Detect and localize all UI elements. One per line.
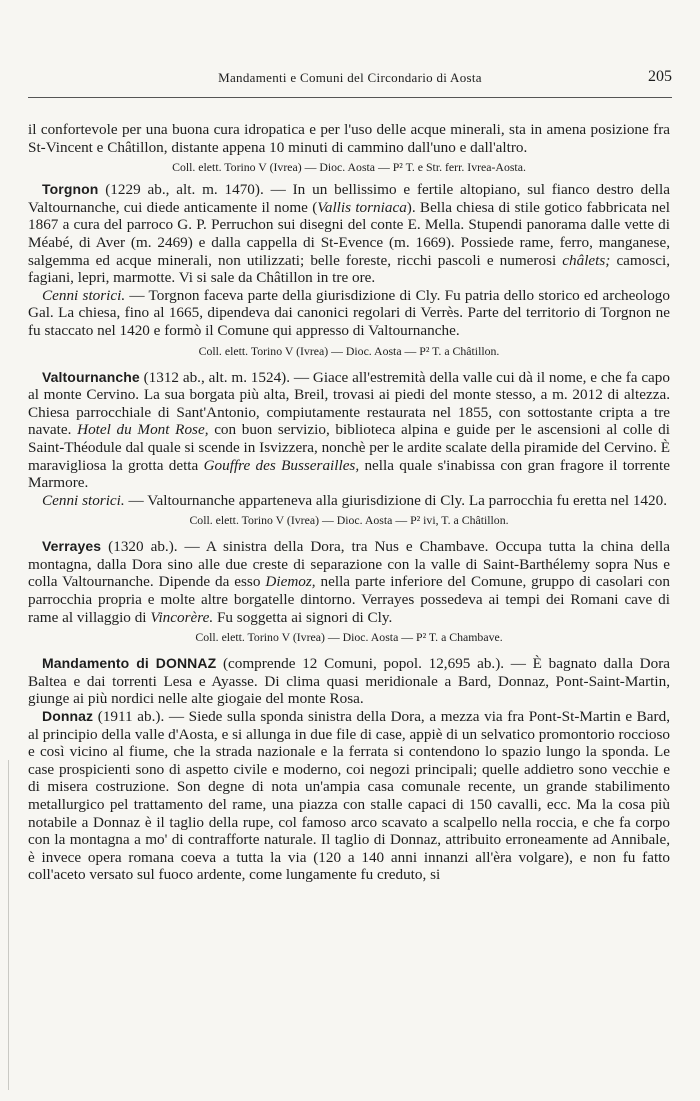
- running-title: Mandamenti e Comuni del Circondario di Aosta: [218, 70, 482, 85]
- margin-line: [8, 760, 9, 1090]
- entry-valtournanche: Valtournanche (1312 ab., alt. m. 1524). — Giace all'estremità della valle cui dà il nome, e che fa capo al monte Cervino. La sua borgata più alta, Breil, trovasi ai piedi del monte stesso, a m. 2012 di altezza. Chiesa parrocchiale di Sant'Antonio, compiutamente restaurata nel 1855, con sottostante cripta a tre navate. Hotel du Mont Rose, con buon servizio, biblioteca alpina e guide per le ascensioni al colle di Saint-Théodule dal quale si scende in Isvizzera, nonchè per le ardite scalate della piramide del Cervino. È maravigliosa la grotta detta Gouffre des Busserailles, nella quale s'inabissa con gran fragore il torrente Marmore.: [28, 368, 670, 492]
- entry-torgnon: Torgnon (1229 ab., alt. m. 1470). — In un bellissimo e fertile altopiano, sul fianco destro della Valtournanche, cui diede anticamente il nome (Vallis torniaca). Bella chiesa di stile gotico fabbricata nel 1867 a cura del parroco G. P. Perruchon sui disegni del conte E. Mella. Stupendi panorama dalle vette di Méabé, di Aver (m. 2469) e dalla cappella di St-Evence (m. 1669). Possiede rame, ferro, manganese, salgemma ed acque minerali, non utilizzati; belle foreste, ricchi pascoli e numerosi châlets; camosci, fagiani, lepri, marmotte. Vi si sale da Châtillon in tre ore.: [28, 181, 670, 287]
- entry-name: Torgnon: [42, 181, 99, 198]
- entry-name: Valtournanche: [42, 368, 140, 385]
- cenni-storici: Cenni storici.: [42, 286, 126, 304]
- entry-name: Verrayes: [42, 538, 102, 555]
- page-body: [28, 121, 670, 884]
- electoral-note: Coll. elett. Torino V (Ivrea) — Dioc. Aosta — P² ivi, T. a Châtillon.: [189, 513, 509, 528]
- electoral-note: Coll. elett. Torino V (Ivrea) — Dioc. Aosta — P² T. a Châtillon.: [198, 343, 500, 358]
- entry-name: Mandamento di DONNAZ: [42, 655, 217, 672]
- cenni-storici: Cenni storici.: [42, 491, 125, 509]
- page-header: [28, 70, 672, 92]
- entry-mandamento-donnaz: Mandamento di DONNAZ (comprende 12 Comuni, popol. 12,695 ab.). — È bagnato dalla Dora Baltea e dai torrenti Lesa e Ayasse. Di clima quasi meridionale a Bard, Donnaz, Pont-Saint-Martin, giunge ai più nordici nelle alte giogaie del monte Rosa.: [28, 655, 671, 708]
- entry-donnaz: Donnaz (1911 ab.). — Siede sulla sponda sinistra della Dora, a mezza via fra Pont-St-Martin e Bard, al principio della valle d'Aosta, e si allunga in due file di case, appiè di un selvatico promontorio roccioso e così vicino al fiume, che la strada nazionale e la ferrata si contendono lo spazio lungo la sponda. Le case prospicienti sono di aspetto civile e moderno, coi negozi principali; quelle addietro sono vecchie e di misera costruzione. Son degne di nota un'ampia casa comunale recente, un grande stabilimento metallurgico pel trattamento del rame, una piazza con stalle capaci di 150 cavalli, ecc. Ma la cosa più notabile a Donnaz è il taglio della rupe, col famoso arco scavato a scalpello nella roccia, e che fa corpo con la montagna a mo' di contrafforte naturale. Il taglio di Donnaz, attribuito erroneamente ad Annibale, è invece opera romana coeva a tutta la via (120 a 140 anni innanzi all'èra volgare), e non fu fatto coll'aceto versato sul fuoco ardente, come lungamente fu creduto, si: [28, 708, 670, 884]
- electoral-note: Coll. elett. Torino V (Ivrea) — Dioc. Aosta — P² T. e Str. ferr. Ivrea-Aosta.: [172, 160, 526, 175]
- entry-name: Donnaz: [42, 708, 94, 725]
- paragraph-continuation: il confortevole per una buona cura idropatica e per l'uso delle acque minerali, sta in amena posizione fra St-Vincent e Châtillon, distante appena 10 minuti di cammino dall'uno e dall'altro.: [28, 121, 670, 156]
- history-torgnon: Cenni storici. — Torgnon faceva parte della giurisdizione di Cly. Fu patria dello storico ed archeologo Gal. La chiesa, fino al 1665, dipendeva dai canonici regolari di Verrès. Parte del territorio di Torgnon ne fu staccato nel 1420 e formò il Comune qui appresso di Valtournanche.: [28, 286, 670, 339]
- history-valtournanche: Cenni storici. — Valtournanche apparteneva alla giurisdizione di Cly. La parrocchia fu eretta nel 1420.: [42, 491, 668, 509]
- entry-verrayes: Verrayes (1320 ab.). — A sinistra della Dora, tra Nus e Chambave. Occupa tutta la china della montagna, dalla Dora sino alle due creste di separazione con la valle di Saint-Barthélemy sopra Nus e colla Valtournanche. Dipende da esso Diemoz, nella parte inferiore del Comune, gruppo di casolari con parrocchia propria e molte altre borgatelle dintorno. Verrayes possedeva ai tempi dei Romani cave di rame al villaggio di Vincorère. Fu soggetta ai signori di Cly.: [28, 538, 670, 626]
- header-rule: [28, 97, 672, 98]
- page-number: 205: [648, 68, 672, 85]
- electoral-note: Coll. elett. Torino V (Ivrea) — Dioc. Aosta — P² T. a Chambave.: [195, 630, 503, 645]
